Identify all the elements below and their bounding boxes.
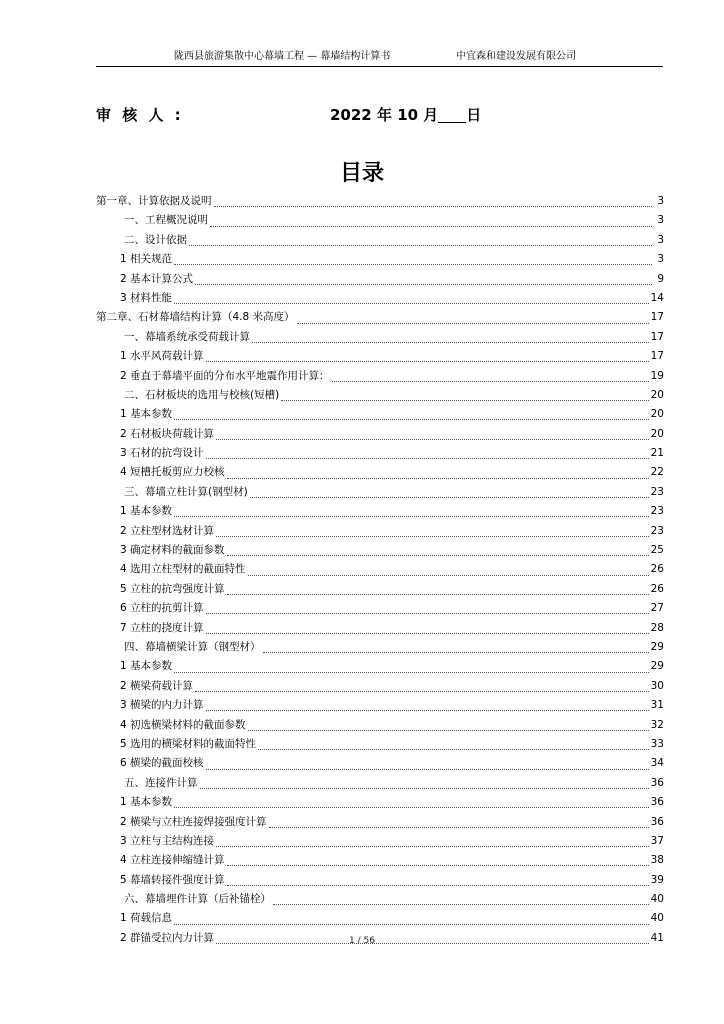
toc-leader-dots bbox=[206, 621, 649, 634]
toc-entry[interactable] bbox=[96, 444, 664, 463]
toc-entry-page: 20 bbox=[650, 427, 664, 440]
toc-entry-text: 1 基本参数 bbox=[120, 796, 173, 809]
toc-entry[interactable] bbox=[96, 754, 664, 773]
toc-entry[interactable] bbox=[96, 250, 664, 269]
toc-entry-text: 3 石材的抗弯设计 bbox=[120, 447, 204, 460]
toc-entry-page: 31 bbox=[650, 699, 664, 712]
toc-entry[interactable] bbox=[96, 619, 664, 638]
toc-leader-dots bbox=[206, 757, 649, 770]
toc-entry[interactable] bbox=[96, 425, 664, 444]
toc-leader-dots bbox=[252, 330, 649, 343]
toc-entry-page: 36 bbox=[650, 776, 664, 789]
toc-entry-text: 第二章、石材幕墙结构计算（4.8 米高度） bbox=[96, 311, 295, 324]
toc-entry-page: 19 bbox=[650, 369, 664, 382]
toc-leader-dots bbox=[250, 485, 649, 498]
toc-leader-dots bbox=[210, 214, 652, 227]
toc-entry[interactable] bbox=[96, 560, 664, 579]
toc-entry-text: 4 选用立柱型材的截面特性 bbox=[120, 563, 246, 576]
toc-entry[interactable] bbox=[96, 909, 664, 928]
toc-entry-page: 40 bbox=[650, 912, 664, 925]
toc-leader-dots bbox=[174, 912, 649, 925]
toc-entry-text: 3 材料性能 bbox=[120, 291, 173, 304]
toc-entry-text: 3 横梁的内力计算 bbox=[120, 699, 204, 712]
toc-entry-text: 第一章、计算依据及说明 bbox=[96, 195, 212, 207]
toc-leader-dots bbox=[206, 446, 649, 459]
toc-entry-text: 3 立柱与主结构连接 bbox=[120, 834, 215, 847]
toc-entry[interactable] bbox=[96, 871, 664, 890]
toc-entry-page: 41 bbox=[650, 931, 664, 944]
toc-entry-page: 30 bbox=[650, 679, 664, 692]
toc-entry[interactable] bbox=[96, 367, 664, 386]
toc-entry-page: 37 bbox=[650, 834, 664, 847]
toc-leader-dots bbox=[297, 311, 649, 324]
toc-entry-page: 38 bbox=[650, 854, 664, 867]
toc-leader-dots bbox=[248, 563, 649, 576]
toc-entry[interactable] bbox=[96, 813, 664, 832]
toc-entry-page: 32 bbox=[650, 718, 664, 731]
toc-entry[interactable] bbox=[96, 657, 664, 676]
toc-entry[interactable] bbox=[96, 890, 664, 909]
toc-entry-page: 28 bbox=[650, 621, 664, 634]
toc-entry-page: 25 bbox=[650, 544, 664, 557]
toc-leader-dots bbox=[258, 737, 649, 750]
toc-entry-text: 1 基本参数 bbox=[120, 505, 173, 518]
toc-entry-page: 3 bbox=[657, 195, 664, 207]
toc-entry[interactable] bbox=[96, 580, 664, 599]
table-of-contents bbox=[96, 192, 664, 948]
toc-leader-dots bbox=[174, 407, 649, 420]
toc-entry-page: 9 bbox=[657, 272, 664, 285]
toc-leader-dots bbox=[174, 252, 652, 265]
toc-leader-dots bbox=[174, 660, 649, 673]
page-number: 1 / 56 bbox=[349, 936, 375, 946]
toc-entry-page: 23 bbox=[650, 485, 664, 498]
toc-entry-text: 2 横梁荷载计算 bbox=[120, 679, 194, 692]
date-line bbox=[330, 104, 481, 125]
toc-leader-dots bbox=[195, 679, 649, 692]
toc-entry-text: 1 基本参数 bbox=[120, 660, 173, 673]
date-day-blank bbox=[438, 107, 466, 123]
page-header bbox=[96, 48, 663, 67]
toc-entry-page: 26 bbox=[650, 582, 664, 595]
toc-entry-text: 2 垂直于幕墙平面的分布水平地震作用计算： bbox=[120, 369, 330, 382]
toc-entry-text: 2 立柱型材选材计算 bbox=[120, 524, 215, 537]
toc-entry-page: 17 bbox=[650, 330, 664, 343]
toc-entry[interactable] bbox=[96, 716, 664, 735]
toc-leader-dots bbox=[248, 718, 649, 731]
toc-entry-page: 27 bbox=[650, 602, 664, 615]
toc-entry-page: 36 bbox=[650, 815, 664, 828]
toc-leader-dots bbox=[195, 272, 652, 285]
toc-leader-dots bbox=[216, 524, 649, 537]
toc-entry-page: 20 bbox=[650, 408, 664, 421]
toc-entry[interactable] bbox=[96, 328, 664, 347]
toc-entry[interactable] bbox=[96, 463, 664, 482]
toc-entry-page: 39 bbox=[650, 873, 664, 886]
toc-entry-text: 1 相关规范 bbox=[120, 253, 173, 266]
toc-entry[interactable] bbox=[96, 483, 664, 502]
toc-entry-text: 6 立柱的抗剪计算 bbox=[120, 602, 204, 615]
toc-entry-text: 1 荷载信息 bbox=[120, 912, 173, 925]
toc-entry-page: 17 bbox=[650, 350, 664, 363]
toc-entry-page: 29 bbox=[650, 640, 664, 653]
toc-entry[interactable] bbox=[96, 638, 664, 657]
toc-entry-text: 三、幕墙立柱计算(钢型材) bbox=[124, 485, 248, 498]
toc-entry[interactable] bbox=[96, 502, 664, 521]
toc-leader-dots bbox=[227, 466, 649, 479]
toc-entry-text: 2 基本计算公式 bbox=[120, 272, 194, 285]
toc-leader-dots bbox=[227, 873, 649, 886]
toc-entry-text: 4 初选横梁材料的截面参数 bbox=[120, 718, 246, 731]
toc-leader-dots bbox=[281, 388, 648, 401]
toc-entry[interactable] bbox=[96, 347, 664, 366]
toc-entry-page: 14 bbox=[650, 291, 664, 304]
toc-entry-text: 5 选用的横梁材料的截面特性 bbox=[120, 737, 257, 750]
toc-entry-page: 21 bbox=[650, 447, 664, 460]
toc-entry-page: 22 bbox=[650, 466, 664, 479]
toc-entry[interactable] bbox=[96, 308, 664, 327]
toc-entry-page: 36 bbox=[650, 796, 664, 809]
toc-entry-text: 3 确定材料的截面参数 bbox=[120, 544, 225, 557]
toc-entry-page: 33 bbox=[650, 737, 664, 750]
toc-entry-text: 5 幕墙转接件强度计算 bbox=[120, 873, 225, 886]
toc-entry-text: 四、幕墙横梁计算（钢型材） bbox=[124, 640, 261, 653]
toc-leader-dots bbox=[189, 233, 652, 246]
toc-entry-page: 17 bbox=[650, 311, 664, 324]
toc-entry-page: 23 bbox=[650, 524, 664, 537]
toc-entry[interactable] bbox=[96, 735, 664, 754]
toc-entry-text: 二、石材板块的选用与校核(短槽) bbox=[124, 388, 280, 401]
toc-entry-page: 26 bbox=[650, 563, 664, 576]
toc-entry[interactable] bbox=[96, 522, 664, 541]
toc-entry-page: 3 bbox=[657, 214, 664, 227]
toc-leader-dots bbox=[227, 853, 649, 866]
toc-entry[interactable] bbox=[96, 696, 664, 715]
date-suffix: 日 bbox=[466, 106, 482, 124]
toc-leader-dots bbox=[174, 504, 649, 517]
toc-entry[interactable] bbox=[96, 405, 664, 424]
toc-entry-text: 2 石材板块荷载计算 bbox=[120, 427, 215, 440]
toc-entry[interactable] bbox=[96, 774, 664, 793]
toc-entry[interactable] bbox=[96, 677, 664, 696]
toc-entry[interactable] bbox=[96, 211, 664, 230]
toc-entry[interactable] bbox=[96, 289, 664, 308]
toc-entry-text: 五、连接件计算 bbox=[124, 776, 198, 789]
toc-entry-text: 一、幕墙系统承受荷载计算 bbox=[124, 330, 250, 343]
toc-leader-dots bbox=[332, 369, 649, 382]
toc-entry-text: 4 立柱连接伸缩缝计算 bbox=[120, 854, 225, 867]
header-title: 陇西县旅游集散中心幕墙工程 — 幕墙结构计算书 bbox=[174, 51, 391, 62]
toc-entry-page: 3 bbox=[657, 233, 664, 246]
toc-leader-dots bbox=[273, 892, 649, 905]
reviewer-label: 审 核 人 : bbox=[96, 106, 184, 124]
toc-entry[interactable] bbox=[96, 851, 664, 870]
toc-entry-text: 7 立柱的挠度计算 bbox=[120, 621, 204, 634]
toc-leader-dots bbox=[174, 795, 649, 808]
toc-entry-text: 5 立柱的抗弯强度计算 bbox=[120, 582, 225, 595]
toc-entry-text: 一、工程概况说明 bbox=[124, 214, 208, 227]
toc-entry[interactable] bbox=[96, 270, 664, 289]
toc-entry-text: 二、设计依据 bbox=[124, 233, 187, 246]
toc-entry[interactable] bbox=[96, 832, 664, 851]
toc-entry-page: 3 bbox=[657, 253, 664, 266]
toc-leader-dots bbox=[216, 834, 649, 847]
toc-entry-page: 29 bbox=[650, 660, 664, 673]
toc-leader-dots bbox=[263, 640, 649, 653]
toc-entry-text: 6 横梁的截面校核 bbox=[120, 757, 204, 770]
toc-leader-dots bbox=[174, 291, 649, 304]
toc-leader-dots bbox=[227, 543, 649, 556]
header-company: 中宜森和建设发展有限公司 bbox=[456, 51, 576, 62]
toc-leader-dots bbox=[206, 349, 649, 362]
toc-leader-dots bbox=[216, 427, 649, 440]
toc-title: 目录 bbox=[339, 161, 384, 186]
toc-entry-text: 2 横梁与立柱连接焊接强度计算 bbox=[120, 815, 267, 828]
toc-leader-dots bbox=[206, 698, 649, 711]
toc-entry-text: 六、幕墙埋件计算（后补锚栓） bbox=[124, 893, 271, 906]
toc-entry-page: 40 bbox=[650, 893, 664, 906]
toc-entry-page: 20 bbox=[650, 388, 664, 401]
toc-entry[interactable] bbox=[96, 231, 664, 250]
toc-leader-dots bbox=[200, 776, 649, 789]
date-prefix: 2022 年 10 月 bbox=[330, 106, 439, 124]
toc-entry[interactable] bbox=[96, 386, 664, 405]
toc-entry-text: 1 基本参数 bbox=[120, 408, 173, 421]
toc-leader-dots bbox=[227, 582, 649, 595]
toc-entry-text: 4 短槽托板剪应力校核 bbox=[120, 466, 225, 479]
toc-entry[interactable] bbox=[96, 192, 664, 211]
toc-entry-page: 23 bbox=[650, 505, 664, 518]
toc-entry[interactable] bbox=[96, 541, 664, 560]
toc-leader-dots bbox=[206, 601, 649, 614]
toc-leader-dots bbox=[269, 815, 649, 828]
toc-leader-dots bbox=[214, 194, 653, 207]
toc-entry-text: 1 水平风荷载计算 bbox=[120, 350, 204, 363]
toc-entry-text: 2 群锚受拉内力计算 bbox=[120, 931, 215, 944]
toc-entry[interactable] bbox=[96, 599, 664, 618]
toc-entry[interactable] bbox=[96, 793, 664, 812]
toc-entry-page: 34 bbox=[650, 757, 664, 770]
